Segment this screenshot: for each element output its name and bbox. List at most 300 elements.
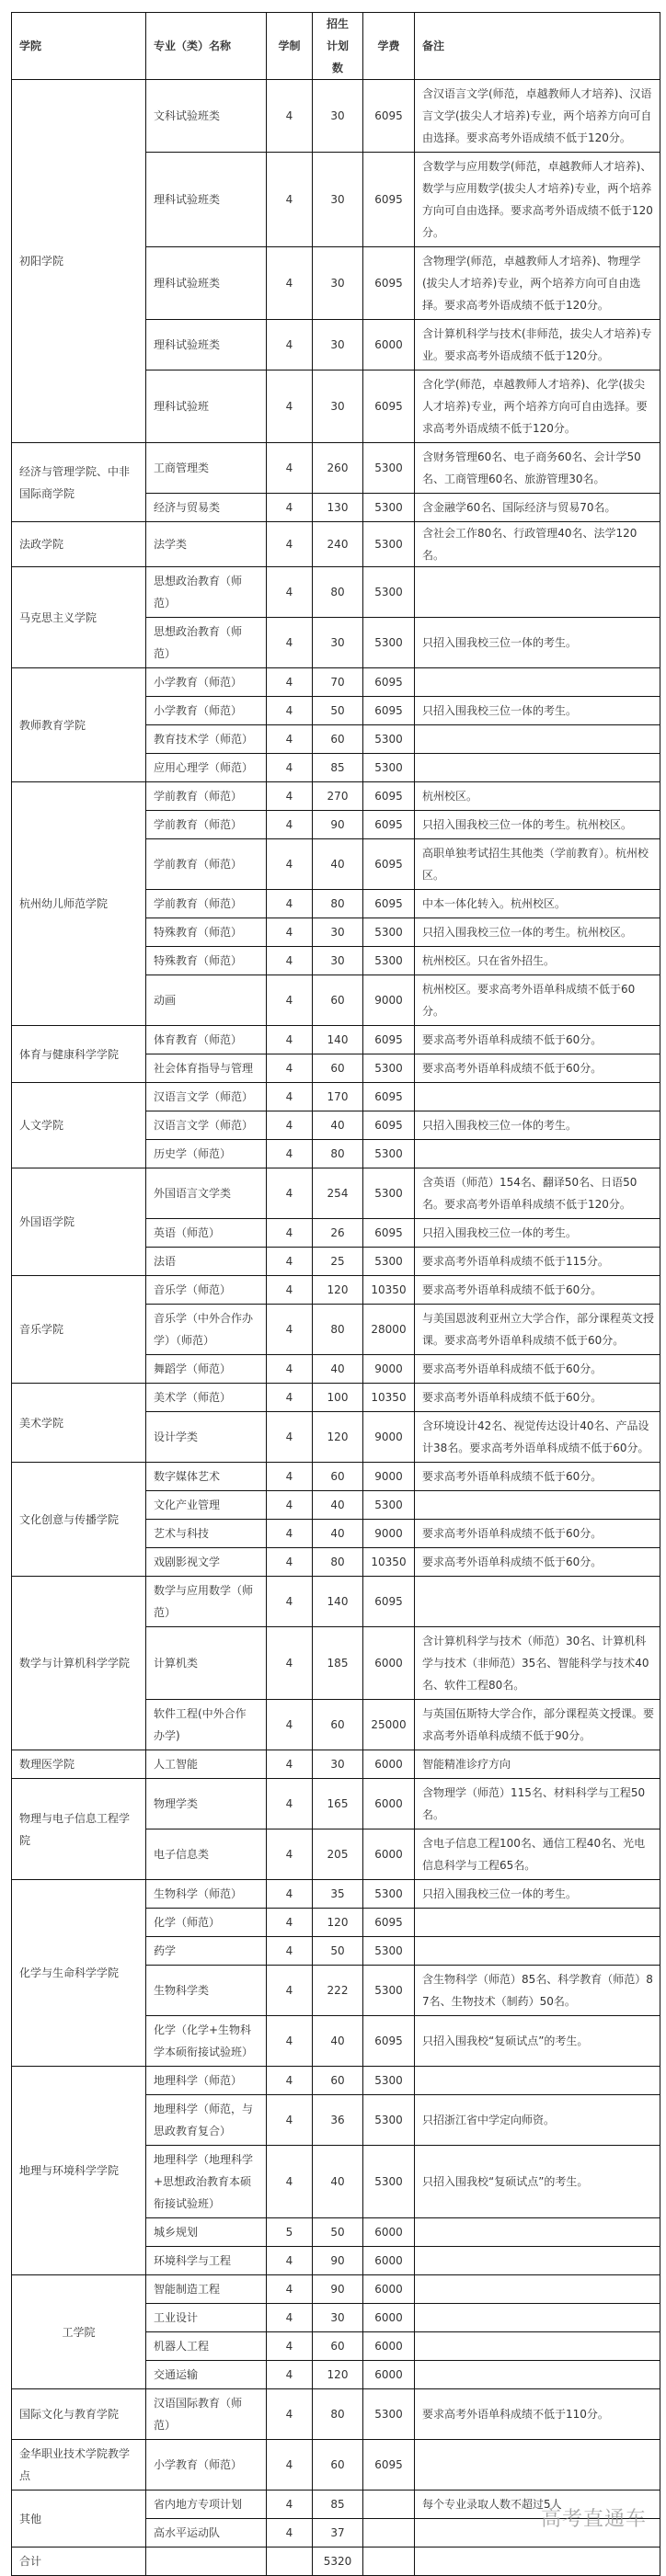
plan-cell: 30 <box>313 1750 363 1779</box>
fee-cell: 6095 <box>363 80 415 153</box>
note-cell <box>415 567 660 618</box>
plan-cell: 40 <box>313 1491 363 1520</box>
fee-cell: 6095 <box>363 811 415 839</box>
plan-cell: 40 <box>313 1520 363 1548</box>
plan-cell: 185 <box>313 1627 363 1700</box>
total-major-empty <box>146 2548 267 2576</box>
years-cell: 4 <box>267 975 313 1026</box>
years-cell: 4 <box>267 839 313 890</box>
note-cell: 含汉语言文学(师范，卓越教师人才培养)、汉语言文学(拔尖人才培养)专业，两个培养方向可自由选择。要求高考外语成绩不低于120分。 <box>415 80 660 153</box>
header-fee: 学费 <box>363 13 415 80</box>
years-cell: 4 <box>267 567 313 618</box>
note-cell <box>415 1491 660 1520</box>
fee-cell: 5300 <box>363 1140 415 1168</box>
major-cell: 小学教育（师范） <box>146 2440 267 2491</box>
note-cell: 每个专业录取人数不超过5人 <box>415 2491 660 2519</box>
fee-cell: 5300 <box>363 1168 415 1219</box>
fee-cell <box>363 2491 415 2519</box>
plan-cell: 90 <box>313 2275 363 2304</box>
years-cell: 4 <box>267 153 313 247</box>
note-cell: 含社会工作80名、行政管理40名、法学120名。 <box>415 522 660 567</box>
plan-cell: 80 <box>313 1305 363 1355</box>
note-cell: 高职单独考试招生其他类（学前教育）。杭州校区。 <box>415 839 660 890</box>
plan-cell: 140 <box>313 1026 363 1054</box>
major-cell: 小学教育（师范） <box>146 668 267 697</box>
college-cell: 法政学院 <box>12 522 146 567</box>
college-cell: 人文学院 <box>12 1083 146 1168</box>
plan-cell: 30 <box>313 918 363 947</box>
fee-cell: 5300 <box>363 918 415 947</box>
fee-cell: 6095 <box>363 697 415 725</box>
fee-cell: 6000 <box>363 1627 415 1700</box>
college-cell: 教师教育学院 <box>12 668 146 782</box>
note-cell: 要求高考外语单科成绩不低于60分。 <box>415 1054 660 1083</box>
table-row <box>12 80 660 153</box>
fee-cell: 10350 <box>363 1276 415 1305</box>
college-cell: 金华职业技术学院教学点 <box>12 2440 146 2491</box>
fee-cell: 9000 <box>363 1463 415 1491</box>
fee-cell: 6000 <box>363 2247 415 2275</box>
fee-cell: 6000 <box>363 1750 415 1779</box>
plan-cell: 90 <box>313 811 363 839</box>
plan-cell: 60 <box>313 1463 363 1491</box>
fee-cell: 9000 <box>363 1412 415 1463</box>
note-cell <box>415 1140 660 1168</box>
fee-cell: 5300 <box>363 2389 415 2440</box>
header-college: 学院 <box>12 13 146 80</box>
years-cell: 4 <box>267 1937 313 1966</box>
plan-cell: 80 <box>313 567 363 618</box>
note-cell: 含电子信息工程100名、通信工程40名、光电信息科学与工程65名。 <box>415 1829 660 1880</box>
note-cell: 只招入围我校三位一体的考生。 <box>415 1880 660 1909</box>
note-cell: 只招入围我校“复硕试点”的考生。 <box>415 2146 660 2218</box>
plan-cell: 50 <box>313 1937 363 1966</box>
plan-cell: 85 <box>313 754 363 782</box>
note-cell: 与英国伍斯特大学合作，部分课程英文授课。要求高考外语单科成绩不低于90分。 <box>415 1700 660 1750</box>
major-cell: 计算机类 <box>146 1627 267 1700</box>
plan-cell: 170 <box>313 1083 363 1111</box>
table-row <box>12 2440 660 2491</box>
note-cell: 要求高考外语单科成绩不低于60分。 <box>415 1548 660 1577</box>
years-cell: 4 <box>267 522 313 567</box>
note-cell: 要求高考外语单科成绩不低于60分。 <box>415 1355 660 1384</box>
plan-cell: 40 <box>313 2146 363 2218</box>
college-cell: 物理与电子信息工程学院 <box>12 1779 146 1880</box>
major-cell: 理科试验班类 <box>146 320 267 370</box>
major-cell: 特殊教育（师范） <box>146 947 267 975</box>
plan-cell: 30 <box>313 247 363 320</box>
note-cell: 含生物科学（师范）85名、科学教育（师范）87名、生物技术（制药）50名。 <box>415 1966 660 2016</box>
table-row <box>12 567 660 618</box>
major-cell: 理科试验班类 <box>146 247 267 320</box>
college-cell: 国际文化与教育学院 <box>12 2389 146 2440</box>
years-cell: 4 <box>267 2491 313 2519</box>
years-cell: 4 <box>267 2332 313 2361</box>
fee-cell: 6000 <box>363 1829 415 1880</box>
major-cell: 教育技术学（师范） <box>146 725 267 754</box>
fee-cell: 5300 <box>363 2146 415 2218</box>
plan-cell: 50 <box>313 2218 363 2247</box>
note-cell <box>415 2275 660 2304</box>
note-cell: 要求高考外语单科成绩不低于60分。 <box>415 1384 660 1412</box>
table-row <box>12 1463 660 1491</box>
enrollment-plan-table <box>11 12 660 2576</box>
fee-cell: 5300 <box>363 725 415 754</box>
note-cell: 只招入围我校三位一体的考生。 <box>415 1111 660 1140</box>
note-cell: 含金融学60名、国际经济与贸易70名。 <box>415 494 660 522</box>
plan-cell: 140 <box>313 1577 363 1627</box>
major-cell: 历史学（师范） <box>146 1140 267 1168</box>
total-row <box>12 2548 660 2576</box>
note-cell: 要求高考外语单科成绩不低于60分。 <box>415 1276 660 1305</box>
note-cell: 含财务管理60名、电子商务60名、会计学50名、工商管理60名、旅游管理30名。 <box>415 443 660 494</box>
note-cell <box>415 1577 660 1627</box>
years-cell: 4 <box>267 947 313 975</box>
major-cell: 理科试验班类 <box>146 153 267 247</box>
fee-cell: 6000 <box>363 2361 415 2389</box>
fee-cell: 6095 <box>363 890 415 918</box>
major-cell: 设计学类 <box>146 1412 267 1463</box>
major-cell: 智能制造工程 <box>146 2275 267 2304</box>
years-cell: 4 <box>267 2389 313 2440</box>
fee-cell: 6000 <box>363 320 415 370</box>
fee-cell: 5300 <box>363 522 415 567</box>
fee-cell: 9000 <box>363 1520 415 1548</box>
fee-cell: 5300 <box>363 618 415 668</box>
college-cell: 杭州幼儿师范学院 <box>12 782 146 1026</box>
years-cell: 4 <box>267 668 313 697</box>
major-cell: 艺术与科技 <box>146 1520 267 1548</box>
major-cell: 高水平运动队 <box>146 2519 267 2548</box>
table-row <box>12 1384 660 1412</box>
years-cell: 4 <box>267 1276 313 1305</box>
table-row <box>12 1577 660 1627</box>
years-cell: 4 <box>267 1966 313 2016</box>
plan-cell: 222 <box>313 1966 363 2016</box>
fee-cell: 6095 <box>363 1026 415 1054</box>
plan-cell: 30 <box>313 80 363 153</box>
plan-cell: 60 <box>313 1054 363 1083</box>
major-cell: 城乡规划 <box>146 2218 267 2247</box>
table-row <box>12 782 660 811</box>
header-note: 备注 <box>415 13 660 80</box>
major-cell: 学前教育（师范） <box>146 811 267 839</box>
fee-cell: 5300 <box>363 443 415 494</box>
header-plan: 招生计划数 <box>313 13 363 80</box>
note-cell <box>415 725 660 754</box>
total-years-empty <box>267 2548 313 2576</box>
fee-cell <box>363 2519 415 2548</box>
years-cell: 4 <box>267 1829 313 1880</box>
fee-cell: 6095 <box>363 1909 415 1937</box>
years-cell: 4 <box>267 2275 313 2304</box>
years-cell: 4 <box>267 1026 313 1054</box>
note-cell <box>415 2218 660 2247</box>
years-cell: 4 <box>267 443 313 494</box>
years-cell: 4 <box>267 1520 313 1548</box>
years-cell: 4 <box>267 618 313 668</box>
major-cell: 小学教育（师范） <box>146 697 267 725</box>
major-cell: 社会体育指导与管理 <box>146 1054 267 1083</box>
plan-cell: 60 <box>313 2067 363 2095</box>
years-cell: 4 <box>267 80 313 153</box>
plan-cell: 35 <box>313 1880 363 1909</box>
years-cell: 4 <box>267 1219 313 1248</box>
fee-cell: 5300 <box>363 1966 415 2016</box>
plan-cell: 60 <box>313 725 363 754</box>
plan-cell: 80 <box>313 1140 363 1168</box>
fee-cell: 6000 <box>363 2275 415 2304</box>
plan-cell: 36 <box>313 2095 363 2146</box>
note-cell: 含环境设计42名、视觉传达设计40名、产品设计38名。要求高考外语单科成绩不低于60分。 <box>415 1412 660 1463</box>
fee-cell: 5300 <box>363 1491 415 1520</box>
plan-cell: 70 <box>313 668 363 697</box>
fee-cell: 5300 <box>363 1937 415 1966</box>
fee-cell: 6095 <box>363 247 415 320</box>
note-cell: 只招入围我校三位一体的考生。 <box>415 697 660 725</box>
college-cell: 体育与健康科学学院 <box>12 1026 146 1083</box>
table-row <box>12 2275 660 2304</box>
major-cell: 数学与应用数学（师范） <box>146 1577 267 1627</box>
note-cell <box>415 2332 660 2361</box>
plan-cell: 37 <box>313 2519 363 2548</box>
note-cell: 要求高考外语单科成绩不低于60分。 <box>415 1026 660 1054</box>
plan-cell: 30 <box>313 153 363 247</box>
years-cell: 4 <box>267 2095 313 2146</box>
fee-cell: 28000 <box>363 1305 415 1355</box>
major-cell: 学前教育（师范） <box>146 782 267 811</box>
fee-cell: 5300 <box>363 2067 415 2095</box>
plan-cell: 80 <box>313 1548 363 1577</box>
plan-cell: 30 <box>313 947 363 975</box>
note-cell <box>415 1937 660 1966</box>
plan-cell: 120 <box>313 1412 363 1463</box>
major-cell: 地理科学（师范） <box>146 2067 267 2095</box>
fee-cell: 6000 <box>363 2304 415 2332</box>
fee-cell: 6095 <box>363 1577 415 1627</box>
years-cell: 4 <box>267 1111 313 1140</box>
major-cell: 生物科学类 <box>146 1966 267 2016</box>
major-cell: 环境科学与工程 <box>146 2247 267 2275</box>
total-fee-empty <box>363 2548 415 2576</box>
plan-cell: 80 <box>313 890 363 918</box>
years-cell: 4 <box>267 2440 313 2491</box>
fee-cell: 6095 <box>363 1111 415 1140</box>
years-cell: 4 <box>267 725 313 754</box>
plan-cell: 240 <box>313 522 363 567</box>
years-cell: 4 <box>267 1880 313 1909</box>
plan-cell: 120 <box>313 2361 363 2389</box>
fee-cell: 5300 <box>363 2095 415 2146</box>
major-cell: 交通运输 <box>146 2361 267 2389</box>
major-cell: 法学类 <box>146 522 267 567</box>
major-cell: 体育教育（师范） <box>146 1026 267 1054</box>
plan-cell: 120 <box>313 1276 363 1305</box>
fee-cell: 6000 <box>363 2218 415 2247</box>
plan-cell: 30 <box>313 320 363 370</box>
major-cell: 理科试验班 <box>146 370 267 443</box>
plan-cell: 30 <box>313 370 363 443</box>
major-cell: 音乐学（中外合作办学）（师范） <box>146 1305 267 1355</box>
fee-cell: 25000 <box>363 1700 415 1750</box>
fee-cell: 5300 <box>363 1248 415 1276</box>
years-cell: 4 <box>267 1463 313 1491</box>
years-cell: 4 <box>267 1779 313 1829</box>
college-cell: 工学院 <box>12 2275 146 2389</box>
plan-cell: 270 <box>313 782 363 811</box>
note-cell: 要求高考外语单科成绩不低于115分。 <box>415 1248 660 1276</box>
table-row <box>12 1750 660 1779</box>
major-cell: 动画 <box>146 975 267 1026</box>
years-cell: 4 <box>267 1909 313 1937</box>
total-note-empty <box>415 2548 660 2576</box>
years-cell: 4 <box>267 1168 313 1219</box>
table-row <box>12 1168 660 1219</box>
plan-cell: 60 <box>313 975 363 1026</box>
college-cell: 化学与生命科学学院 <box>12 1880 146 2067</box>
fee-cell: 6095 <box>363 1219 415 1248</box>
years-cell: 4 <box>267 494 313 522</box>
years-cell: 4 <box>267 1491 313 1520</box>
note-cell: 与美国恩波利亚州立大学合作，部分课程英文授课。要求高考外语单科成绩不低于60分。 <box>415 1305 660 1355</box>
plan-cell: 205 <box>313 1829 363 1880</box>
major-cell: 汉语言文学（师范） <box>146 1111 267 1140</box>
note-cell: 只招浙江省中学定向师资。 <box>415 2095 660 2146</box>
plan-cell: 50 <box>313 697 363 725</box>
total-plan: 5320 <box>313 2548 363 2576</box>
table-row <box>12 668 660 697</box>
college-cell: 文化创意与传播学院 <box>12 1463 146 1577</box>
note-cell: 要求高考外语单科成绩不低于60分。 <box>415 1520 660 1548</box>
college-cell: 经济与管理学院、中非国际商学院 <box>12 443 146 522</box>
note-cell: 只招入围我校“复硕试点”的考生。 <box>415 2016 660 2067</box>
major-cell: 英语（师范） <box>146 1219 267 1248</box>
years-cell: 4 <box>267 2519 313 2548</box>
plan-cell: 30 <box>313 2304 363 2332</box>
major-cell: 数字媒体艺术 <box>146 1463 267 1491</box>
years-cell: 5 <box>267 2218 313 2247</box>
college-cell: 外国语学院 <box>12 1168 146 1276</box>
table-row <box>12 1083 660 1111</box>
years-cell: 4 <box>267 1083 313 1111</box>
years-cell: 4 <box>267 918 313 947</box>
note-cell: 要求高考外语单科成绩不低于60分。 <box>415 1463 660 1491</box>
major-cell: 化学（师范） <box>146 1909 267 1937</box>
years-cell: 4 <box>267 1412 313 1463</box>
major-cell: 人工智能 <box>146 1750 267 1779</box>
table-row <box>12 1026 660 1054</box>
note-cell: 智能精准诊疗方向 <box>415 1750 660 1779</box>
header-years: 学制 <box>267 13 313 80</box>
fee-cell: 6095 <box>363 2016 415 2067</box>
note-cell: 只招入围我校三位一体的考生。杭州校区。 <box>415 918 660 947</box>
table-row <box>12 2067 660 2095</box>
fee-cell: 6000 <box>363 2332 415 2361</box>
fee-cell: 5300 <box>363 494 415 522</box>
major-cell: 化学（化学+生物科学本硕衔接试验班） <box>146 2016 267 2067</box>
years-cell: 4 <box>267 1750 313 1779</box>
fee-cell: 5300 <box>363 567 415 618</box>
years-cell: 4 <box>267 2146 313 2218</box>
note-cell: 含计算机科学与技术（师范）30名、计算机科学与技术（非师范）35名、智能科学与技术40名、软件工程80名。 <box>415 1627 660 1700</box>
major-cell: 文化产业管理 <box>146 1491 267 1520</box>
fee-cell: 10350 <box>363 1384 415 1412</box>
major-cell: 地理科学（师范，与思政教育复合） <box>146 2095 267 2146</box>
major-cell: 戏剧影视文学 <box>146 1548 267 1577</box>
plan-cell: 26 <box>313 1219 363 1248</box>
plan-cell: 90 <box>313 2247 363 2275</box>
note-cell <box>415 2440 660 2491</box>
years-cell: 4 <box>267 1384 313 1412</box>
fee-cell: 5300 <box>363 1054 415 1083</box>
note-cell <box>415 1909 660 1937</box>
years-cell: 4 <box>267 1054 313 1083</box>
major-cell: 物理学类 <box>146 1779 267 1829</box>
major-cell: 学前教育（师范） <box>146 839 267 890</box>
major-cell: 应用心理学（师范） <box>146 754 267 782</box>
fee-cell: 9000 <box>363 1355 415 1384</box>
table-row <box>12 443 660 494</box>
note-cell <box>415 2361 660 2389</box>
plan-cell: 85 <box>313 2491 363 2519</box>
years-cell: 4 <box>267 811 313 839</box>
note-cell: 只招入围我校三位一体的考生。 <box>415 1219 660 1248</box>
note-cell <box>415 2067 660 2095</box>
major-cell: 汉语言文学（师范） <box>146 1083 267 1111</box>
years-cell: 4 <box>267 2304 313 2332</box>
fee-cell: 9000 <box>363 975 415 1026</box>
fee-cell: 5300 <box>363 754 415 782</box>
note-cell: 含物理学（师范）115名、材料科学与工程50名。 <box>415 1779 660 1829</box>
years-cell: 4 <box>267 697 313 725</box>
college-cell: 音乐学院 <box>12 1276 146 1384</box>
plan-cell: 60 <box>313 1700 363 1750</box>
fee-cell: 6095 <box>363 1083 415 1111</box>
major-cell: 机器人工程 <box>146 2332 267 2361</box>
note-cell <box>415 754 660 782</box>
table-row <box>12 2389 660 2440</box>
plan-cell: 165 <box>313 1779 363 1829</box>
note-cell: 含计算机科学与技术(非师范，拔尖人才培养)专业。要求高考外语成绩不低于120分。 <box>415 320 660 370</box>
note-cell <box>415 2247 660 2275</box>
college-cell: 地理与环境科学学院 <box>12 2067 146 2275</box>
years-cell: 4 <box>267 2016 313 2067</box>
college-cell: 数学与计算机科学学院 <box>12 1577 146 1750</box>
major-cell: 地理科学（地理科学+思想政治教育本硕衔接试验班） <box>146 2146 267 2218</box>
major-cell: 经济与贸易类 <box>146 494 267 522</box>
years-cell: 4 <box>267 1627 313 1700</box>
plan-cell: 30 <box>313 618 363 668</box>
plan-cell: 40 <box>313 1111 363 1140</box>
table-row <box>12 1880 660 1909</box>
years-cell: 4 <box>267 1248 313 1276</box>
years-cell: 4 <box>267 1355 313 1384</box>
plan-cell: 40 <box>313 839 363 890</box>
major-cell: 音乐学（师范） <box>146 1276 267 1305</box>
total-label: 合计 <box>12 2548 146 2576</box>
major-cell: 学前教育（师范） <box>146 890 267 918</box>
major-cell: 省内地方专项计划 <box>146 2491 267 2519</box>
major-cell: 思想政治教育（师范） <box>146 618 267 668</box>
note-cell: 含英语（师范）154名、翻译50名、日语50名。要求高考外语单科成绩不低于120分。 <box>415 1168 660 1219</box>
major-cell: 舞蹈学（师范） <box>146 1355 267 1384</box>
fee-cell: 6095 <box>363 668 415 697</box>
table-row <box>12 1276 660 1305</box>
years-cell: 4 <box>267 1577 313 1627</box>
note-cell <box>415 2304 660 2332</box>
header-major: 专业（类）名称 <box>146 13 267 80</box>
years-cell: 4 <box>267 1548 313 1577</box>
